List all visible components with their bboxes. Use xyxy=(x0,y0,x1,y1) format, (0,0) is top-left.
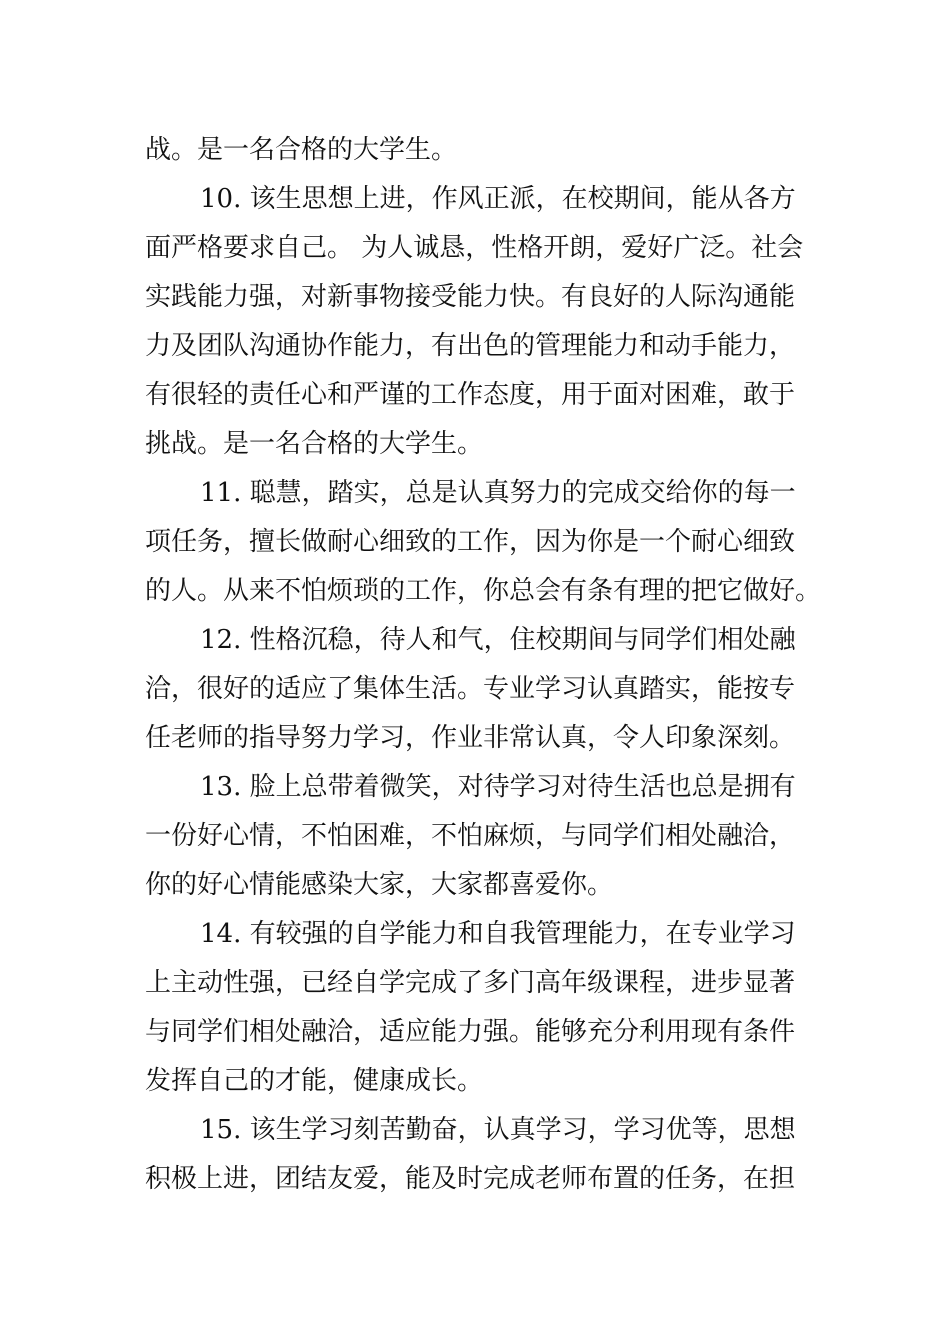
text-line: 的人。从来不怕烦琐的工作，你总会有条有理的把它做好。 xyxy=(145,576,822,606)
text-line: 11. 聪慧，踏实，总是认真努力的完成交给你的每一 xyxy=(200,478,796,508)
text-line: 上主动性强，已经自学完成了多门高年级课程，进步显著 xyxy=(145,968,796,998)
text-line: 任老师的指导努力学习，作业非常认真，令人印象深刻。 xyxy=(145,723,796,753)
text-line: 项任务，擅长做耐心细致的工作，因为你是一个耐心细致 xyxy=(145,527,796,557)
text-line: 10. 该生思想上进，作风正派，在校期间，能从各方 xyxy=(200,184,796,214)
text-line: 15. 该生学习刻苦勤奋，认真学习，学习优等，思想 xyxy=(200,1115,796,1145)
text-line: 战。是一名合格的大学生。 xyxy=(145,135,458,165)
text-line: 实践能力强，对新事物接受能力快。有良好的人际沟通能 xyxy=(145,282,796,312)
text-line: 12. 性格沉稳，待人和气，住校期间与同学们相处融 xyxy=(200,625,796,655)
text-line: 发挥自己的才能，健康成长。 xyxy=(145,1066,484,1096)
text-line: 有很轻的责任心和严谨的工作态度，用于面对困难，敢于 xyxy=(145,380,796,410)
text-line: 力及团队沟通协作能力，有出色的管理能力和动手能力， xyxy=(145,331,796,361)
text-line: 13. 脸上总带着微笑，对待学习对待生活也总是拥有 xyxy=(200,772,796,802)
text-line: 一份好心情，不怕困难，不怕麻烦，与同学们相处融洽， xyxy=(145,821,796,851)
text-line: 挑战。是一名合格的大学生。 xyxy=(145,429,484,459)
text-line: 面严格要求自己。 为人诚恳，性格开朗，爱好广泛。社会 xyxy=(145,233,804,263)
text-line: 洽，很好的适应了集体生活。专业学习认真踏实，能按专 xyxy=(145,674,796,704)
text-line: 与同学们相处融洽，适应能力强。能够充分利用现有条件 xyxy=(145,1017,796,1047)
text-line: 14. 有较强的自学能力和自我管理能力，在专业学习 xyxy=(200,919,796,949)
text-line: 积极上进，团结友爱，能及时完成老师布置的任务，在担 xyxy=(145,1164,796,1194)
text-line: 你的好心情能感染大家，大家都喜爱你。 xyxy=(145,870,614,900)
